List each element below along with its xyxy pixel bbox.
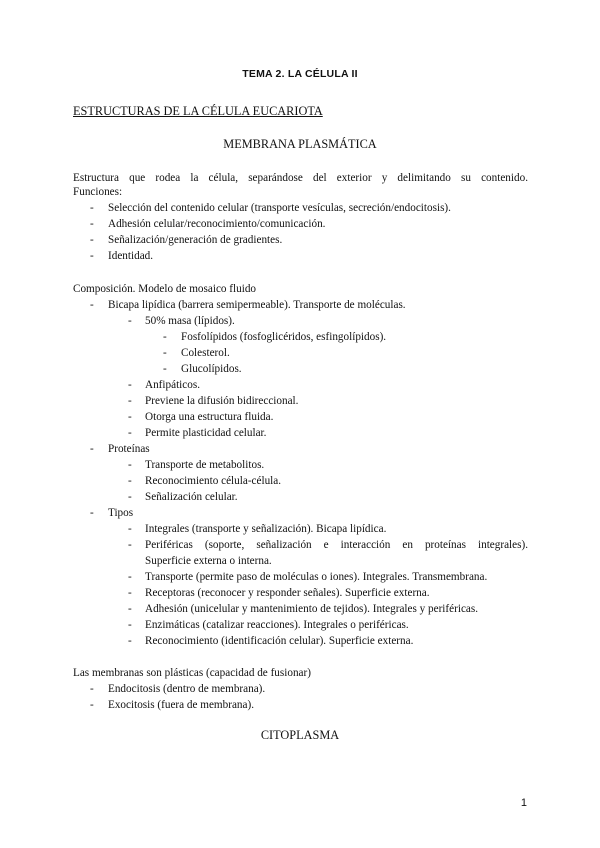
tipo-item: Transporte (permite paso de moléculas o iones). Integrales. Transmembrana. <box>145 571 488 583</box>
tipo-item: Periféricas (soporte, señalización e interacción en proteínas integrales). <box>145 539 528 551</box>
lipido-item: Fosfolípidos (fosfoglicéridos, esfingolípidos). <box>181 331 387 343</box>
lipido-item: Glucolípidos. <box>181 363 242 375</box>
proteina-item: Señalización celular. <box>145 491 238 503</box>
list-item: - <box>90 218 94 230</box>
list-dash: - <box>163 331 167 343</box>
list-dash: - <box>128 411 132 423</box>
list-dash: - <box>163 363 167 375</box>
list-dash: - <box>128 491 132 503</box>
funciones-label: Funciones: <box>73 186 123 198</box>
list-item: - <box>90 202 94 214</box>
list-dash: - <box>128 459 132 471</box>
proteina-item: Reconocimiento célula-célula. <box>145 475 282 487</box>
list-dash: - <box>90 699 94 711</box>
list-dash: - <box>128 587 132 599</box>
bicapa-prop-item: Previene la difusión bidireccional. <box>145 395 299 407</box>
tipo-item: Reconocimiento (identificación celular). Superficie externa. <box>145 635 414 647</box>
list-dash: - <box>90 443 94 455</box>
list-dash: - <box>128 539 132 551</box>
list-item-text: Señalización/generación de gradientes. <box>108 234 283 246</box>
list-dash: - <box>128 395 132 407</box>
bicapa-text: Bicapa lipídica (barrera semipermeable). Transporte de moléculas. <box>108 299 406 311</box>
document-title: TEMA 2. LA CÉLULA II <box>242 68 358 80</box>
section-heading: ESTRUCTURAS DE LA CÉLULA EUCARIOTA <box>73 104 323 118</box>
citoplasma-heading: CITOPLASMA <box>260 728 340 742</box>
list-dash: - <box>90 507 94 519</box>
intro-line: Estructura que rodea la célula, separándose del exterior y delimitando su contenido. <box>73 172 528 184</box>
list-item: - <box>90 234 94 246</box>
list-dash: - <box>128 571 132 583</box>
list-item-text: Adhesión celular/reconocimiento/comunicación. <box>108 218 326 230</box>
list-dash: - <box>128 603 132 615</box>
proteina-item: Transporte de metabolitos. <box>145 459 265 471</box>
list-dash: - <box>90 299 94 311</box>
membrana-heading: MEMBRANA PLASMÁTICA <box>223 137 377 151</box>
list-dash: - <box>128 427 132 439</box>
list-dash: - <box>90 683 94 695</box>
list-dash: - <box>128 475 132 487</box>
tipo-item-continuation: Superficie externa o interna. <box>145 555 272 567</box>
list-item-text: Selección del contenido celular (transporte vesículas, secreción/endocitosis). <box>108 202 451 214</box>
composicion-text: Composición. Modelo de mosaico fluido <box>73 283 257 295</box>
page-number: 1 <box>520 797 527 809</box>
list-dash: - <box>128 619 132 631</box>
lipido-item: Colesterol. <box>181 347 230 359</box>
plasticas-item: Endocitosis (dentro de membrana). <box>108 683 266 695</box>
bicapa-prop-item: Anfipáticos. <box>145 379 200 391</box>
tipo-item: Enzimáticas (catalizar reacciones). Integrales o periféricas. <box>145 619 409 631</box>
proteinas-text: Proteínas <box>108 443 150 455</box>
list-dash: - <box>128 379 132 391</box>
list-dash: - <box>128 635 132 647</box>
tipo-item: Adhesión (unicelular y mantenimiento de tejidos). Integrales y periféricas. <box>145 603 479 615</box>
plasticas-text: Las membranas son plásticas (capacidad de fusionar) <box>73 667 311 679</box>
list-item-text: Identidad. <box>108 250 154 262</box>
list-dash: - <box>163 347 167 359</box>
bicapa-prop-item: Otorga una estructura fluida. <box>145 411 274 423</box>
tipo-item: Integrales (transporte y señalización). Bicapa lipídica. <box>145 523 387 535</box>
list-dash: - <box>128 315 132 327</box>
plasticas-item: Exocitosis (fuera de membrana). <box>108 699 255 711</box>
list-item: - <box>90 250 94 262</box>
bicapa-prop-item: Permite plasticidad celular. <box>145 427 267 439</box>
list-dash: - <box>128 523 132 535</box>
masa-text: 50% masa (lípidos). <box>145 315 235 327</box>
tipo-item: Receptoras (reconocer y responder señales). Superficie externa. <box>145 587 430 599</box>
tipos-text: Tipos <box>108 507 134 519</box>
